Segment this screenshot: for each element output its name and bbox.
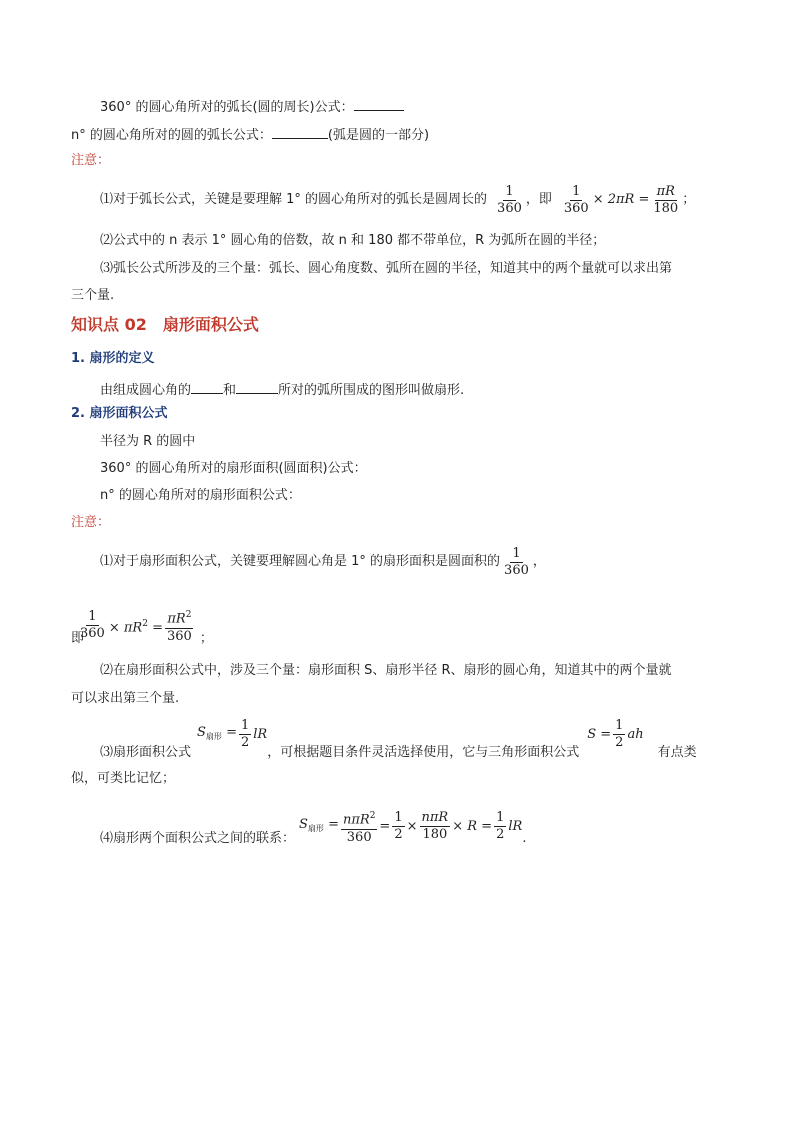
arc-n-degree-line: n° 的圆心角所对的圆的弧长公式： (弧是圆的一部分) [71, 125, 429, 145]
section-heading: 知识点 02 扇形面积公式 [71, 315, 259, 334]
formula-title: 2. 扇形面积公式 [71, 406, 168, 421]
arc-formula-part: × 2πR = [592, 192, 650, 207]
blank-circumference[interactable] [354, 97, 404, 111]
definition-title: 1. 扇形的定义 [71, 351, 155, 366]
arc-note-label: 注意： [71, 153, 111, 168]
sector-note-1: ⑴对于扇形面积公式，关键要理解圆心角是 1° 的扇形面积是圆面积的 $\frac{1}{360}$ ， [100, 545, 546, 578]
arc-note-3-line-2: 三个量. [71, 288, 115, 303]
sector-360-line: 360° 的圆心角所对的扇形面积(圆面积)公式： [100, 461, 367, 476]
formula-relationship: $S_{扇形}$ = $\frac{n\pi R^2}{360}$ = $\frac{1}{2}$ × $\frac{\text{nπR}}{180}$ × R = $\frac{1}{2}$ lR [299, 808, 522, 845]
arc-note-2: ⑵公式中的 n 表示 1° 圆心角的倍数，故 n 和 180 都不带单位，R 为弧所在圆的半径； [100, 233, 606, 248]
blank-definition-2[interactable] [236, 380, 278, 394]
sector-note-4: ⑷扇形两个面积公式之间的联系： $S_{扇形}$ = $\frac{n\pi R^2}{360}$ = $\frac{1}{2}$ × $\frac{\text{nπR}}{180}$ × R = $\frac{1}{2}$ lR . [100, 806, 526, 848]
arc-note-1: ⑴对于弧长公式，关键是要理解 1° 的圆心角所对的弧长是圆周长的 $\frac{1}{360}$ ，即 $\frac{1}{360}$ × 2πR = $\frac{\pi R}{180}$ ； [100, 183, 696, 216]
formula-half-lr: $S_{扇形}$ = $\frac{1}{2}$ lR [197, 718, 268, 750]
sector-n-line: n° 的圆心角所对的扇形面积公式： [100, 488, 301, 503]
blank-arc-length[interactable] [272, 125, 328, 139]
fraction-1-over-360-c: $\frac{1}{360}$ [504, 545, 529, 578]
definition-text: 由组成圆心角的 和 所对的弧所围成的图形叫做扇形. [100, 380, 464, 400]
fraction-pir2-over-360: $\frac{\pi R^2}{360}$ [165, 607, 194, 644]
fraction-1-over-360-b: $\frac{1}{360}$ [563, 183, 589, 216]
blank-definition-1[interactable] [191, 380, 223, 394]
radius-line: 半径为 R 的圆中 [100, 434, 196, 449]
fraction-pir-over-180: $\frac{\pi R}{180}$ [653, 183, 679, 216]
sector-note-1b: 即 $\frac{1}{360}$ × $\pi R^2$ = $\frac{\pi R^2}{360}$ ； [71, 604, 213, 648]
arc-full-circle-line: 360° 的圆心角所对的弧长(圆的周长)公式： [100, 97, 404, 117]
fraction-1-over-360: $\frac{1}{360}$ [497, 183, 522, 216]
sector-note-3: ⑶扇形面积公式 $S_{扇形}$ = $\frac{1}{2}$ lR ，可根据题目条件灵活选择使用，它与三角形面积公式 S = $\frac{1}{2}$ ah 有点类 [100, 718, 697, 760]
formula-triangle-area: S = $\frac{1}{2}$ ah [587, 718, 644, 750]
arc-note-3-line-1: ⑶弧长公式所涉及的三个量：弧长、圆心角度数、弧所在圆的半径，知道其中的两个量就可以求出第 [100, 261, 673, 276]
sector-note-2-line-2: 可以求出第三个量. [71, 691, 180, 706]
sector-note-2-line-1: ⑵在扇形面积公式中，涉及三个量：扇形面积 S、扇形半径 R、扇形的圆心角，知道其中的两个量就 [100, 663, 672, 678]
fraction-1-over-360-d: $\frac{1}{360}$ [80, 609, 105, 642]
sector-note-3-line-2: 似，可类比记忆； [71, 771, 176, 786]
sector-note-label: 注意： [71, 515, 111, 530]
